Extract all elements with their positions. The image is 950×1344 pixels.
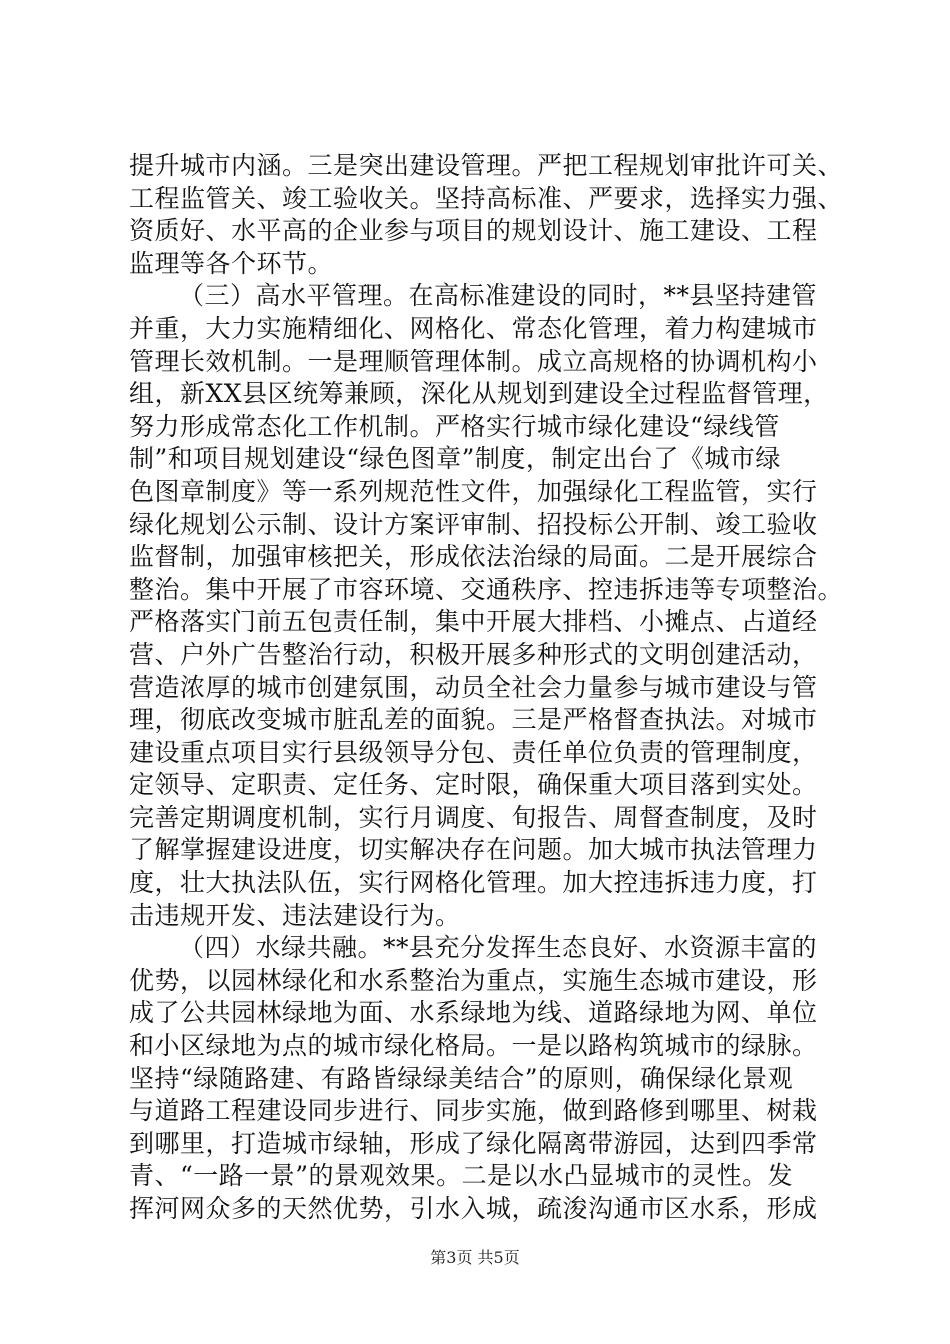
text-line: 营造浓厚的城市创建氛围，动员全社会力量参与城市建设与管 [129,672,818,702]
text-line: 制”和项目规划建设“绿色图章”制度，制定出台了《城市绿 [129,444,781,474]
text-line: 完善定期调度机制，实行月调度、旬报告、周督查制度，及时 [129,802,818,832]
text-line: 整治。集中开展了市容环境、交通秩序、控违拆违等专项整治。 [129,574,844,604]
text-line: 度，壮大执法队伍，实行网格化管理。加大控违拆违力度，打 [129,868,818,898]
paragraph-start-line: （四）水绿共融。**县充分发挥生态良好、水资源丰富的 [179,933,818,963]
text-line: 建设重点项目实行县级领导分包、责任单位负责的管理制度， [129,737,818,767]
paragraph-start-line: （三）高水平管理。在高标准建设的同时，**县坚持建管 [179,281,818,311]
page-number-footer: 第3页 共5页 [430,1248,520,1267]
text-line: 挥河网众多的天然优势，引水入城，疏浚沟通市区水系，形成 [129,1194,818,1223]
text-line: 理，彻底改变城市脏乱差的面貌。三是严格督查执法。对城市 [129,705,818,735]
text-line: 组，新XX县区统筹兼顾，深化从规划到建设全过程监督管理， [129,379,829,409]
text-line: 营、户外广告整治行动，积极开展多种形式的文明创建活动， [129,639,818,669]
text-line: 绿化规划公示制、设计方案评审制、招投标公开制、竣工验收 [129,509,818,539]
text-line: 和小区绿地为点的城市绿化格局。一是以路构筑城市的绿脉。 [129,1031,818,1061]
text-line: 提升城市内涵。三是突出建设管理。严把工程规划审批许可关、 [129,151,844,180]
text-line: 资质好、水平高的企业参与项目的规划设计、施工建设、工程 [129,216,818,246]
text-line: 并重，大力实施精细化、网格化、常态化管理，着力构建城市 [129,313,818,343]
text-line: 监督制，加强审核把关，形成依法治绿的局面。二是开展综合 [129,542,818,572]
text-line: 到哪里，打造城市绿轴，形成了绿化隔离带游园，达到四季常 [129,1128,818,1158]
text-line: 击违规开发、违法建设行为。 [129,900,461,930]
document-body [129,150,844,1226]
text-line: 定领导、定职责、定任务、定时限，确保重大项目落到实处。 [129,770,818,800]
text-line: 了解掌握建设进度，切实解决存在问题。加大城市执法管理力 [129,835,818,865]
text-line: 成了公共园林绿地为面、水系绿地为线、道路绿地为网、单位 [129,998,818,1028]
text-line: 监理等各个环节。 [129,248,334,278]
text-line: 坚持“绿随路建、有路皆绿绿美结合”的原则，确保绿化景观 [129,1063,794,1093]
text-line: 与道路工程建设同步进行、同步实施，做到路修到哪里、树栽 [129,1096,818,1126]
text-line: 严格落实门前五包责任制，集中开展大排档、小摊点、占道经 [129,607,818,637]
text-line: 努力形成常态化工作机制。严格实行城市绿化建设“绿线管 [129,411,780,441]
text-line: 优势，以园林绿化和水系整治为重点，实施生态城市建设，形 [129,965,818,995]
text-line: 青、“一路一景”的景观效果。二是以水凸显城市的灵性。发 [129,1161,794,1191]
text-line: 管理长效机制。一是理顺管理体制。成立高规格的协调机构小 [129,346,818,376]
text-line: 色图章制度》等一系列规范性文件，加强绿化工程监管，实行 [129,476,818,506]
text-line: 工程监管关、竣工验收关。坚持高标准、严要求，选择实力强、 [129,183,844,213]
